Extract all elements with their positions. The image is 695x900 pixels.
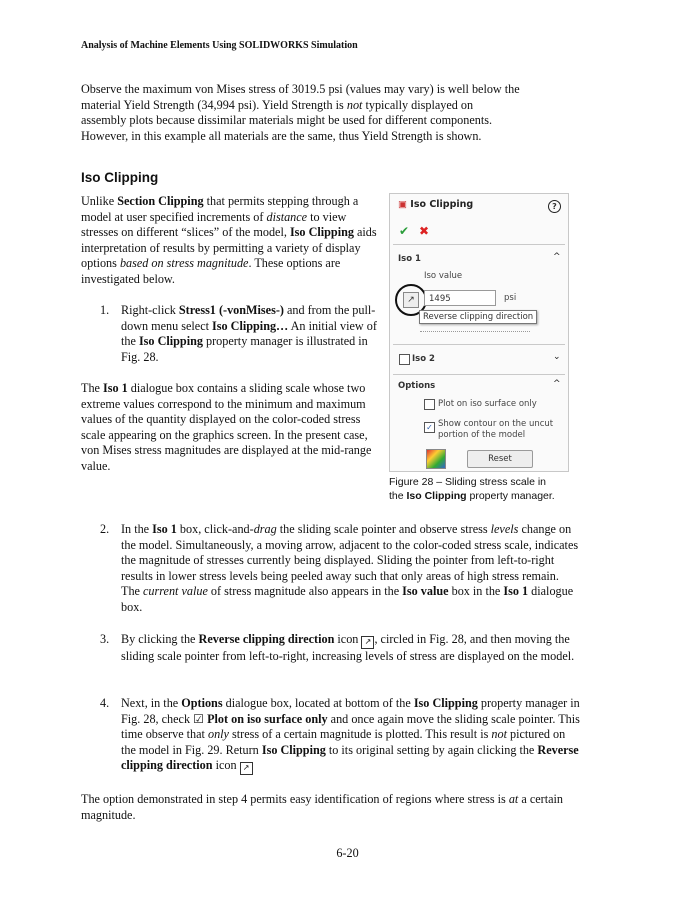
show-contour-checkbox[interactable]: ✓ <box>424 422 435 433</box>
collapse-iso1-icon[interactable]: ^ <box>553 252 561 262</box>
iso-clipping-property-manager <box>389 193 569 472</box>
show-contour-label-line2: portion of the model <box>438 430 526 440</box>
reverse-clipping-direction-icon: ↗ <box>361 636 374 649</box>
collapse-options-icon[interactable]: ^ <box>553 379 561 389</box>
reverse-clipping-tooltip: Reverse clipping direction <box>419 310 537 324</box>
options-group-label: Options <box>398 381 436 391</box>
plot-on-iso-surface-checkbox[interactable] <box>424 399 435 410</box>
reverse-clipping-direction-button[interactable]: ↗ <box>403 292 419 308</box>
checkbox-checked-icon: ☑ <box>193 711 205 726</box>
iso2-checkbox[interactable] <box>399 354 410 365</box>
iso-value-label: Iso value <box>424 271 463 281</box>
closing-paragraph: The option demonstrated in step 4 permits easy identification of regions where stress is at a certain magnitude. <box>81 792 563 822</box>
intro-paragraph: Observe the maximum von Mises stress of 3019.5 psi (values may vary) is well below the material Yield Strength (34,994 psi). Yield Strength is not typically displayed on assembly plots because dissimilar materials might be used for different components. However, in this example all materials are the same, thus Yield Strength is shown. <box>81 82 520 143</box>
page-number: 6-20 <box>336 846 359 860</box>
separator <box>393 344 565 345</box>
panel-title: ▣ Iso Clipping <box>398 199 474 210</box>
step-2: 2. In the Iso 1 box, click-and-drag the sliding scale pointer and observe stress levels change on the model. Simultaneously, a moving arrow, adjacent to the color-coded stress scale, indicates the magnitude of stresses currently being displayed. Sliding the pointer from left-to-right results in lower stress levels being peeled away such that only areas of high stress remain. The current value of stress magnitude also appears in the Iso value box in the Iso 1 dialogue box. <box>100 522 579 614</box>
iso-value-input[interactable]: 1495 <box>424 290 496 306</box>
iso-clipping-intro: Unlike Section Clipping that permits stepping through a model at user specified increments of distance to view stresses on different “slices” of the model, Iso Clipping aids interpretation of results by permitting a variety of display options based on stress magnitude. These options are investigated below. <box>81 194 377 286</box>
iso1-paragraph: The Iso 1 dialogue box contains a sliding scale whose two extreme values correspond to the minimum and maximum values of the quantity displayed on the color-coded stress scale appearing on the graphics screen. In the present case, von Mises stress magnitudes are displayed at the mid-range value. <box>81 381 372 473</box>
plot-on-iso-surface-label: Plot on iso surface only <box>438 399 537 409</box>
color-options-icon[interactable] <box>426 449 446 469</box>
separator <box>393 374 565 375</box>
iso-value-unit: psi <box>504 293 517 303</box>
reverse-clipping-direction-icon: ↗ <box>240 762 253 775</box>
section-heading: Iso Clipping <box>81 170 159 185</box>
iso-slider[interactable] <box>420 331 530 333</box>
figure-caption: Figure 28 – Sliding stress scale in the Iso Clipping property manager. <box>389 476 555 502</box>
iso-clipping-icon: ▣ <box>398 199 407 210</box>
show-contour-label-line1: Show contour on the uncut <box>438 419 554 429</box>
iso1-group-label: Iso 1 <box>398 254 421 264</box>
step-3: 3. By clicking the Reverse clipping direction icon ↗ , circled in Fig. 28, and then moving the sliding scale pointer from left-to-right, increasing levels of stress are displayed on the model. <box>100 632 575 663</box>
help-icon[interactable]: ? <box>548 200 561 213</box>
separator <box>393 244 565 245</box>
cancel-button[interactable]: ✖ <box>419 224 430 238</box>
expand-iso2-icon[interactable]: ⌄ <box>553 352 561 362</box>
step-1: 1. Right-click Stress1 (-vonMises-) and from the pull-down menu select Iso Clipping… An initial view of the Iso Clipping property manager is illustrated in Fig. 28. <box>100 303 377 364</box>
iso2-group-label: Iso 2 <box>412 354 435 364</box>
step-4: 4. Next, in the Options dialogue box, located at bottom of the Iso Clipping property manager in Fig. 28, check ☑ Plot on iso surface only and once again move the sliding scale pointer. This time observe that only stress of a certain magnitude is plotted. This result is not pictured on the model in Fig. 29. Return Iso Clipping to its original setting by again clicking the Reverse clipping direction icon ↗ <box>100 696 580 775</box>
ok-button[interactable]: ✔ <box>399 224 410 238</box>
running-header: Analysis of Machine Elements Using SOLIDWORKS Simulation <box>81 40 358 51</box>
reset-button[interactable]: Reset <box>467 450 533 468</box>
